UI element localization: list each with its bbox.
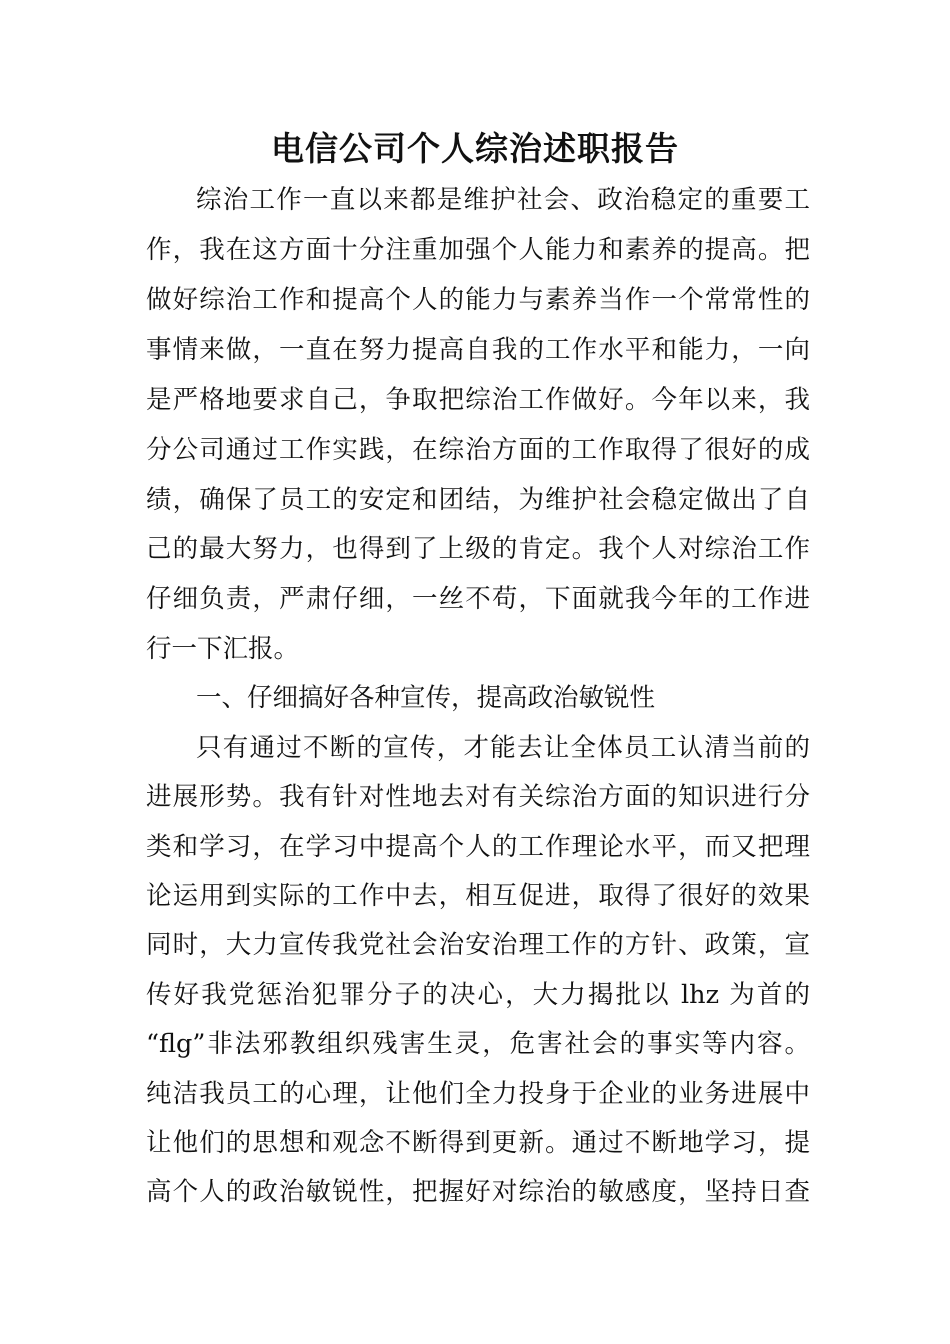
paragraph-line: 综治工作一直以来都是维护社会、政治稳定的重要工 [196, 185, 810, 215]
paragraph-line: 只有通过不断的宣传，才能去让全体员工认清当前的 [196, 733, 810, 763]
paragraph-line: 事情来做，一直在努力提高自我的工作水平和能力，一向 [146, 335, 810, 365]
paragraph-line: 让他们的思想和观念不断得到更新。通过不断地学习，提 [146, 1128, 810, 1158]
paragraph-line: 做好综治工作和提高个人的能力与素养当作一个常常性的 [146, 285, 810, 315]
paragraph-line: 传好我党惩治犯罪分子的决心，大力揭批以 lhz 为首的 [146, 980, 810, 1010]
paragraph-line: 同时，大力宣传我党社会治安治理工作的方针、政策，宣 [146, 930, 810, 960]
paragraph-line: 行一下汇报。 [146, 634, 300, 664]
paragraph-line: 作，我在这方面十分注重加强个人能力和素养的提高。把 [146, 235, 810, 265]
paragraph-line: 论运用到实际的工作中去，相互促进，取得了很好的效果 [146, 881, 810, 911]
paragraph-line: 是严格地要求自己，争取把综治工作做好。今年以来，我 [146, 385, 810, 415]
paragraph-line: 绩，确保了员工的安定和团结，为维护社会稳定做出了自 [146, 485, 810, 515]
paragraph-line: 进展形势。我有针对性地去对有关综治方面的知识进行分 [146, 782, 810, 812]
paragraph-line: 高个人的政治敏锐性，把握好对综治的敏感度，坚持日查 [146, 1177, 810, 1207]
section-heading: 一、仔细搞好各种宣传，提高政治敏锐性 [196, 683, 656, 713]
paragraph-line: 己的最大努力，也得到了上级的肯定。我个人对综治工作 [146, 534, 810, 564]
paragraph-line: 分公司通过工作实践，在综治方面的工作取得了很好的成 [146, 435, 810, 465]
paragraph-line: 纯洁我员工的心理，让他们全力投身于企业的业务进展中 [146, 1079, 810, 1109]
paragraph-line: 仔细负责，严肃仔细，一丝不苟，下面就我今年的工作进 [146, 584, 810, 614]
document-title: 电信公司个人综治述职报告 [271, 129, 679, 168]
paragraph-line: 类和学习，在学习中提高个人的工作理论水平，而又把理 [146, 832, 810, 862]
paragraph-line: “flg”非法邪教组织残害生灵，危害社会的事实等内容。 [146, 1029, 810, 1059]
